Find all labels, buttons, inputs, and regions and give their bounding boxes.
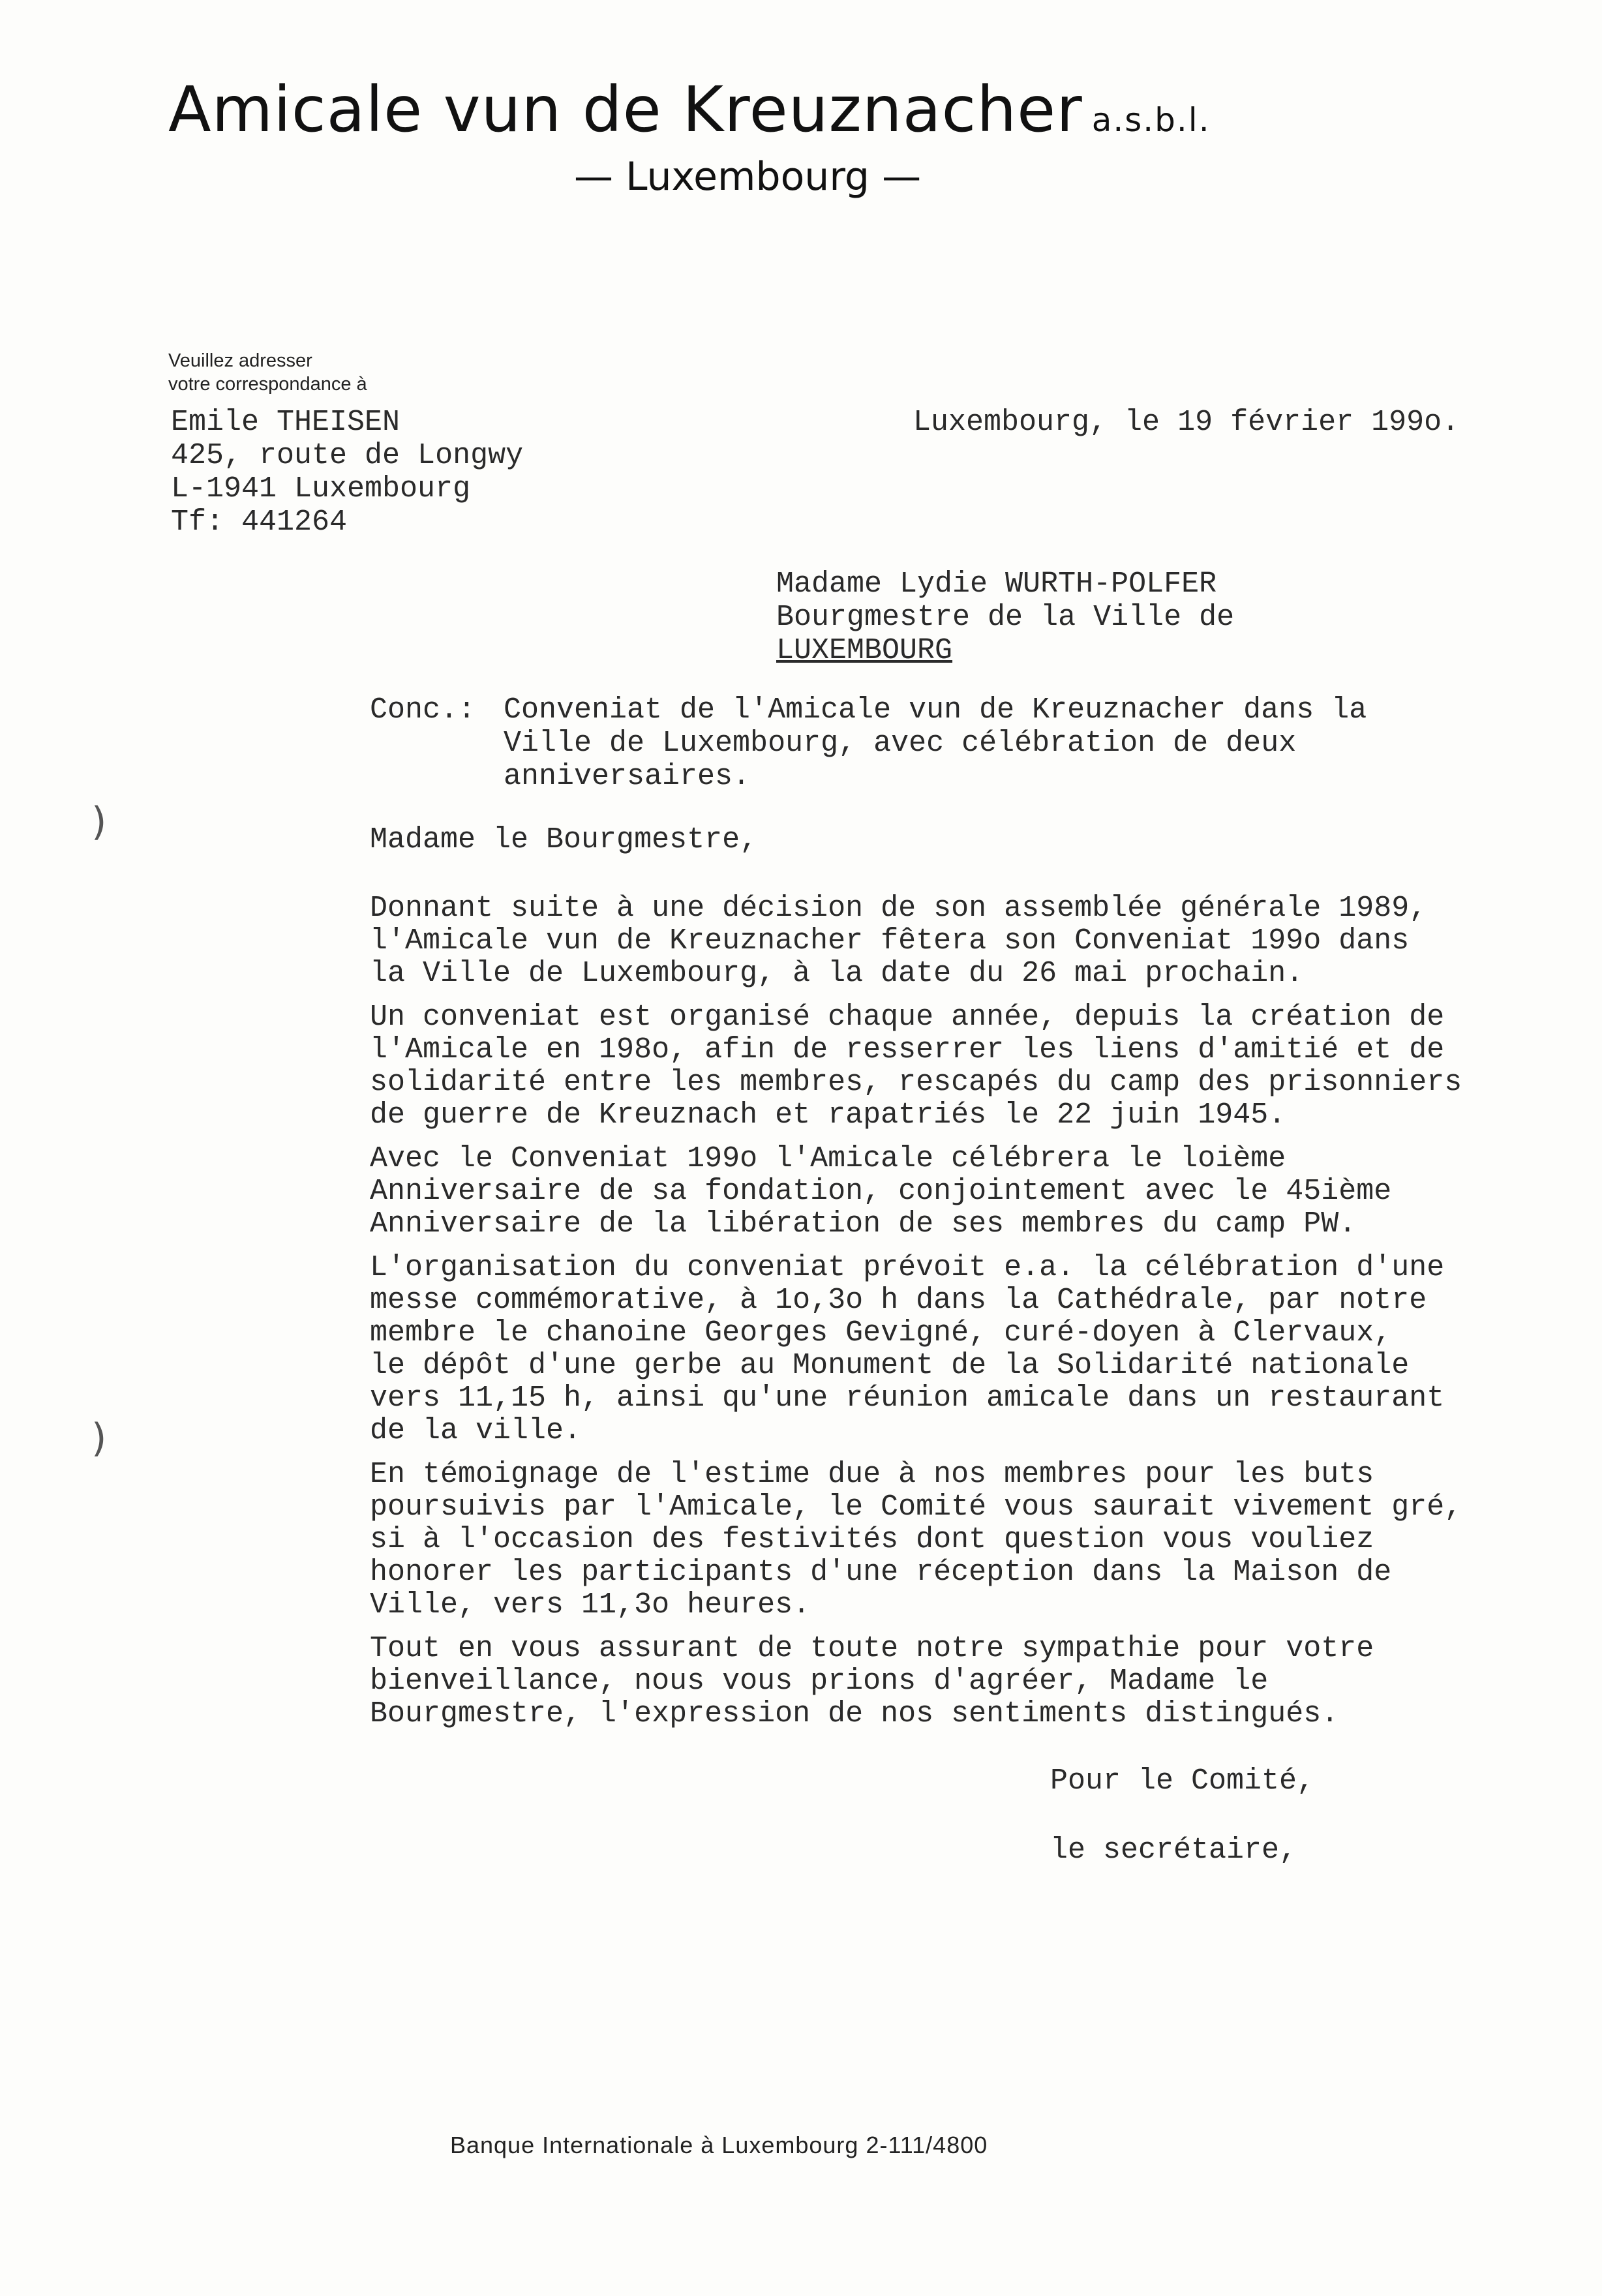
signatory-title: le secrétaire,	[1050, 1834, 1297, 1867]
recipient-name: Madame Lydie WURTH-POLFER	[776, 567, 1217, 601]
legal-form: a.s.b.l.	[1091, 101, 1211, 139]
closing-block	[1050, 1764, 1314, 1867]
body-paragraph: Tout en vous assurant de toute notre sympathie pour votre bienveillance, nous vous prions d'agréer, Madame le Bourgmestre, l'expression de nos sentiments distingués.	[370, 1632, 1374, 1730]
salutation: Madame le Bourgmestre,	[370, 823, 758, 856]
bank-footer: Banque Internationale à Luxembourg 2-111/4800	[450, 2132, 988, 2158]
sender-postal: L-1941 Luxembourg	[171, 472, 471, 506]
body-paragraph: En témoignage de l'estime due à nos membres pour les buts poursuivis par l'Amicale, le Comité vous saurait vivement gré, si à l'occasion des festivités dont question vous vouliez honorer les participants d'une réception dans la Maison de Ville, vers 11,3o heures.	[370, 1458, 1462, 1622]
recipient-address	[776, 567, 1234, 667]
sender-name: Emile THEISEN	[171, 406, 400, 439]
subject-text: Conveniat de l'Amicale vun de Kreuznacher dans la Ville de Luxembourg, avec célébration de deux anniversaires.	[504, 693, 1367, 793]
address-note-line: votre correspondance à	[168, 374, 367, 395]
letter-body	[370, 824, 1564, 1742]
closing-line: Pour le Comité,	[1050, 1764, 1315, 1798]
punch-hole-mark: )	[91, 799, 107, 845]
body-paragraph: Donnant suite à une décision de son assemblée générale 1989, l'Amicale vun de Kreuznacher fêtera son Conveniat 199o dans la Ville de Luxembourg, à la date du 26 mai prochain.	[370, 892, 1427, 990]
letterhead-city: — Luxembourg —	[574, 154, 922, 200]
sender-phone: Tf: 441264	[171, 506, 348, 539]
body-paragraph: Un conveniat est organisé chaque année, depuis la création de l'Amicale en 198o, afin de resserrer les liens d'amitié et de solidarité entre les membres, rescapés du camp des prisonniers de guerre de Kreuznach et rapatriés le 22 juin 1945.	[370, 1001, 1462, 1132]
letter-date: Luxembourg, le 19 février 199o.	[913, 406, 1460, 439]
body-paragraph: Avec le Conveniat 199o l'Amicale célébrera le loième Anniversaire de sa fondation, conjointement avec le 45ième Anniversaire de la libération de ses membres du camp PW.	[370, 1142, 1392, 1241]
punch-hole-mark: )	[91, 1415, 107, 1461]
address-note-line: Veuillez adresser	[168, 350, 312, 371]
body-paragraph: L'organisation du conveniat prévoit e.a. la célébration d'une messe commémorative, à 1o,3o h dans la Cathédrale, par notre membre le chanoine Georges Gevigné, curé-doyen à Clervaux, le dépôt d'une gerbe au Monument de la Solidarité nationale vers 11,15 h, ainsi qu'une réunion amicale dans un restaurant de la ville.	[370, 1251, 1445, 1447]
letterhead-title	[168, 73, 1211, 146]
subject-label: Conc.:	[370, 693, 476, 727]
recipient-title: Bourgmestre de la Ville de	[776, 601, 1235, 634]
recipient-city: LUXEMBOURG	[776, 634, 953, 667]
sender-street: 425, route de Longwy	[171, 439, 524, 472]
sender-address	[171, 406, 523, 539]
organization-name: Amicale vun de Kreuznacher	[168, 73, 1083, 146]
address-note	[168, 349, 367, 396]
